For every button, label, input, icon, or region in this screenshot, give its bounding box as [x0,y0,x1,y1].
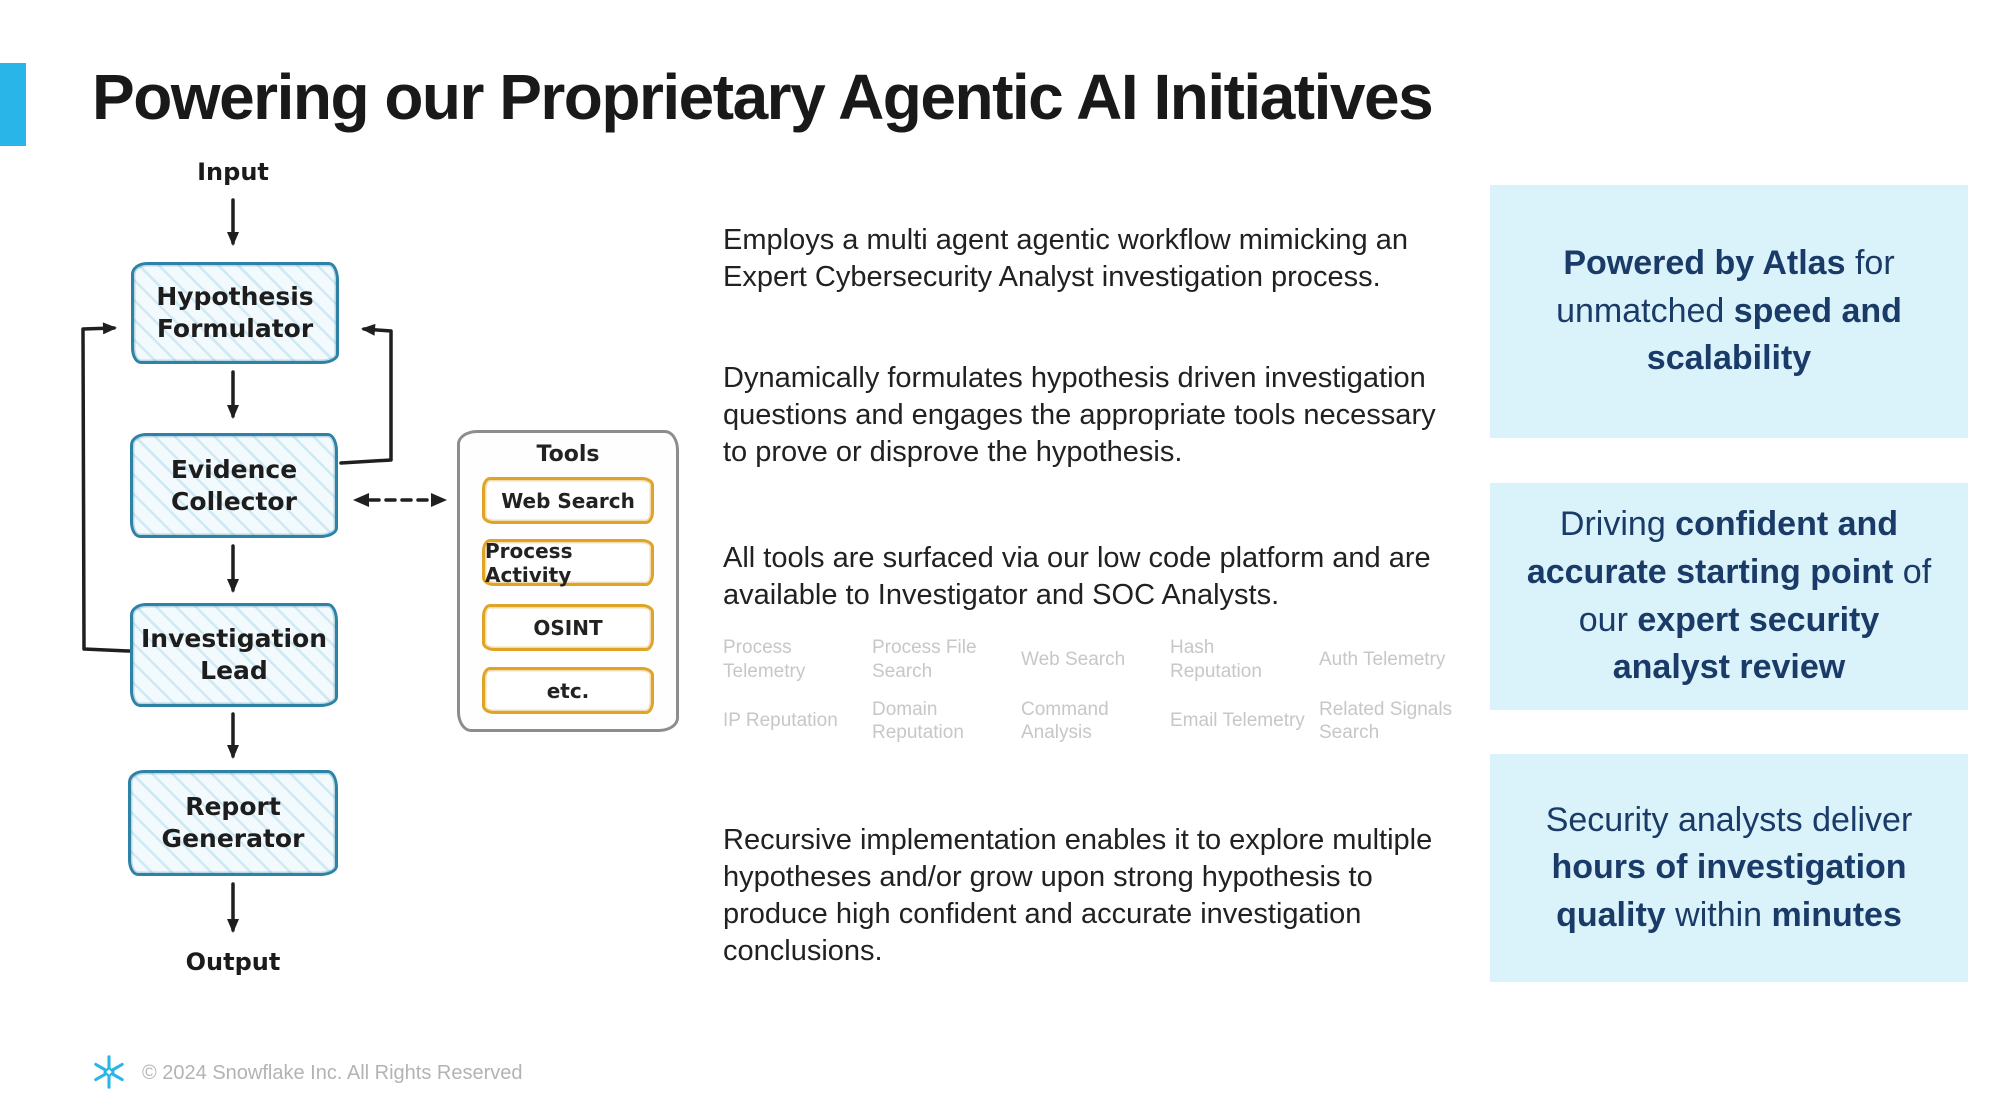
flow-node-report-generator: Report Generator [128,770,338,876]
faded-tool-command-analysis: Command Analysis [1021,698,1109,744]
tools-panel [457,430,679,732]
dashed-link-left-arrowhead [353,493,369,507]
tool-item-etc: etc. [482,667,654,714]
highlight-starting-point: Driving confident and accurate starting point of our expert security analyst review [1490,483,1968,710]
paragraph-recursive-implementation: Recursive implementation enables it to explore multiple hypotheses and/or grow upon strong hypothesis to produce high confident and accurate investigation conclusions. [723,824,1433,968]
flow-input-label: Input [197,158,269,186]
page-title: Powering our Proprietary Agentic AI Initiatives [92,61,1433,133]
faded-tool-process-telemetry: Process Telemetry [723,637,806,682]
tool-item-process-activity: Process Activity [482,539,654,586]
faded-tool-web-search: Web Search [1021,648,1126,670]
flow-output-label: Output [185,948,281,976]
faded-tool-related-signals-search: Related Signals Search [1319,698,1453,744]
snowflake-logo-icon [90,1053,128,1091]
tool-item-osint: OSINT [482,604,654,651]
faded-tools-grid [723,636,1468,745]
paragraph-multi-agent-workflow: Employs a multi agent agentic workflow mimicking an Expert Cybersecurity Analyst investigation process. [723,224,1408,294]
faded-tool-process-file-search: Process File Search [872,637,977,682]
flow-node-hypothesis-formulator: Hypothesis Formulator [131,262,339,364]
flow-node-investigation-lead: Investigation Lead [130,603,338,707]
paragraph-low-code-platform: All tools are surfaced via our low code platform and are available to Investigator and SOC Analysts. [723,542,1431,612]
dashed-link-right-arrowhead [431,493,447,507]
faded-tool-ip-reputation: IP Reputation [723,710,838,732]
paragraph-dynamic-hypothesis: Dynamically formulates hypothesis driven investigation questions and engages the appropriate tools necessary to prove or disprove the hypothesis. [723,362,1436,469]
highlight-hours-to-minutes: Security analysts deliver hours of investigation quality within minutes [1490,754,1968,982]
faded-tool-auth-telemetry: Auth Telemetry [1319,648,1446,670]
faded-tool-email-telemetry: Email Telemetry [1170,710,1305,732]
faded-tool-hash-reputation: Hash Reputation [1170,637,1262,682]
highlight-powered-by-atlas: Powered by Atlas for unmatched speed and scalability [1490,185,1968,438]
tools-panel-title: Tools [536,442,600,467]
loop-evidence-to-hypothesis [341,329,391,463]
loop-investigation-to-hypothesis [83,328,129,651]
tool-item-web-search: Web Search [482,477,654,524]
faded-tool-domain-reputation: Domain Reputation [872,698,964,744]
copyright-text: © 2024 Snowflake Inc. All Rights Reserved [142,1062,523,1084]
flow-node-evidence-collector: Evidence Collector [130,433,338,538]
